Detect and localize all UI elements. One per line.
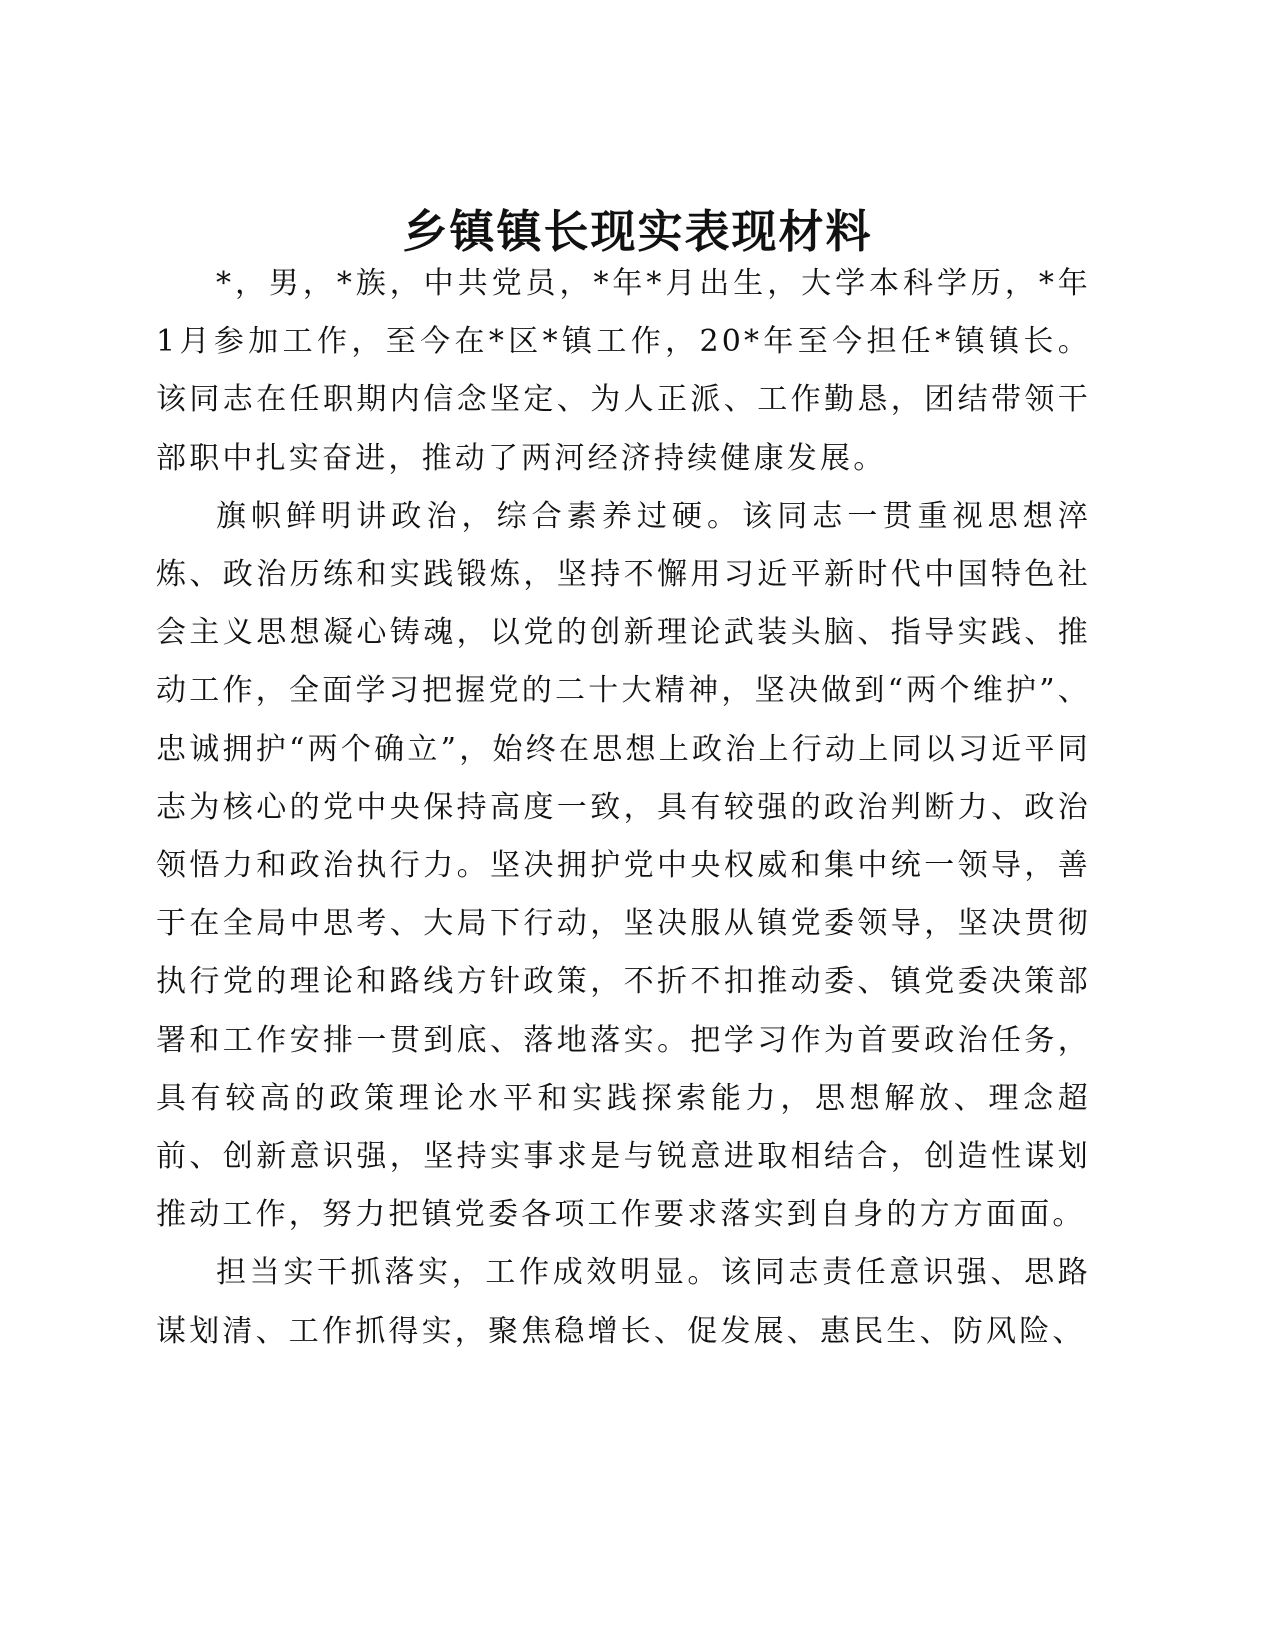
paragraph-work: 担当实干抓落实，工作成效明显。该同志责任意识强、思路谋划清、工作抓得实，聚焦稳增长、促发展、惠民生、防风险、: [156, 1255, 1091, 1349]
document-title: 乡镇镇长现实表现材料: [402, 205, 873, 259]
paragraph-politics: 旗帜鲜明讲政治，综合素养过硬。该同志一贯重视思想淬炼、政治历练和实践锻炼，坚持不懈用习近平新时代中国特色社会主义思想凝心铸魂，以党的创新理论武装头脑、指导实践、推动工作，全面学习把握党的二十大精神，坚决做到“两个维护”、忠诚拥护“两个确立”，始终在思想上政治上行动上同以习近平同志为核心的党中央保持高度一致，具有较强的政治判断力、政治领悟力和政治执行力。坚决拥护党中央权威和集中统一领导，善于在全局中思考、大局下行动，坚决服从镇党委领导，坚决贯彻执行党的理论和路线方针政策，不折不扣推动委、镇党委决策部署和工作安排一贯到底、落地落实。把学习作为首要政治任务，具有较高的政策理论水平和实践探索能力，思想解放、理念超前、创新意识强，坚持实事求是与锐意进取相结合，创造性谋划推动工作，努力把镇党委各项工作要求落实到自身的方方面面。: [156, 498, 1091, 1233]
document-body: [156, 255, 1091, 1361]
paragraph-intro: *，男，*族，中共党员，*年*月出生，大学本科学历，*年1月参加工作，至今在*区*镇工作，20*年至今担任*镇镇长。该同志在任职期内信念坚定、为人正派、工作勤恳，团结带领干部职中扎实奋进，推动了两河经济持续健康发展。: [156, 266, 1091, 476]
